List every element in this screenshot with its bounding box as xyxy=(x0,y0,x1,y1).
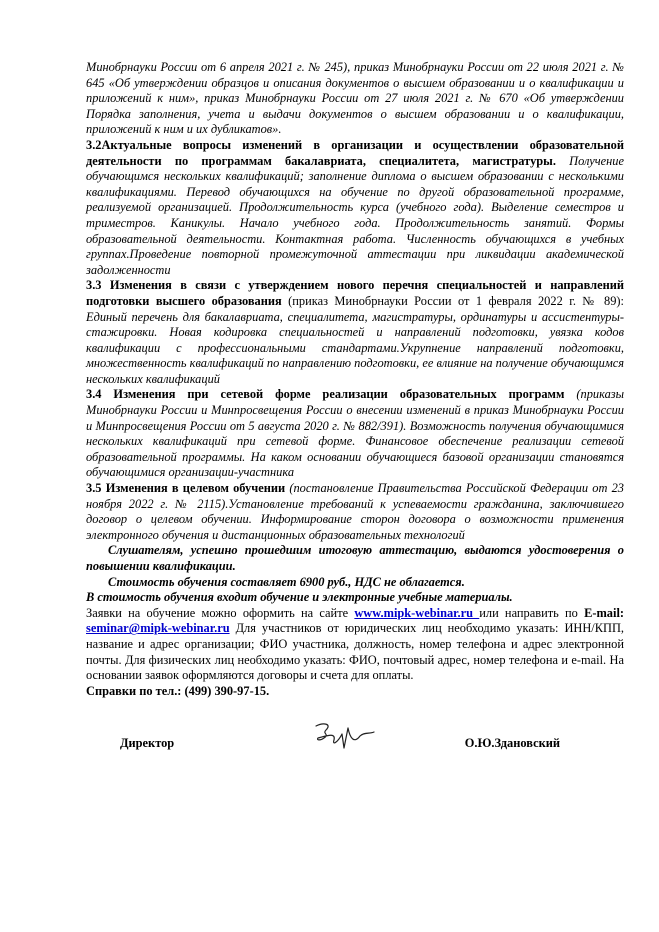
cost-note: Стоимость обучения составляет 6900 руб., НДС не облагается. xyxy=(108,574,465,589)
document-body xyxy=(86,60,624,699)
section-3-5-body: (постановление Правительства Российской Федерации от 23 ноября 2022 г. № 2115).Установление требований к успеваемости гражданина, заключившего договор о целевом обучении. Информирование сторон договора о возможности применения электронного обучения и дистанционных образовательных технологий xyxy=(86,481,624,542)
section-3-5-title: 3.5 Изменения в целевом обучении xyxy=(86,481,286,496)
section-3-3-title: 3.3 Изменения в связи с утверждением нового перечня специальностей и направлений подготовки высшего образования xyxy=(86,278,624,308)
section-3-2-body: Получение обучающимся нескольких квалификаций; заполнение диплома о высшем образовании с несколькими квалификациями. Перевод обучающихся на обучение по другой образовательной программе, реализуемой организацией. Продолжительность курса (учебного года). Выделение семестров и триместров. Каникулы. Начало учебного года. Продолжительность занятий. Формы образовательной деятельности. Контактная работа. Численность обучающихся в учебных группах.Проведение повторной промежуточной аттестации при ликвидации академической задолженности xyxy=(86,153,624,277)
section-3-4-body: (приказы Минобрнауки России и Минпросвещения России о внесении изменений в приказ Минобрнауки России и Минпросвещения России от 5 августа 2020 г. № 882/391). Возможность получения обучающимися нескольких квалификаций при сетевой форме. Финансовое обеспечение реализации сетевой образовательной программы. На каком основании обучающиеся базовой организации становятся обучающимися организации-участника xyxy=(86,387,625,480)
signature-block xyxy=(120,718,560,768)
section-3-3-ref: (приказ Минобрнауки России от 1 февраля 2022 г. № 89): xyxy=(281,293,624,308)
site-link[interactable]: www.mipk-webinar.ru xyxy=(354,605,480,620)
section-3-2 xyxy=(86,138,624,278)
signatory-title: Директор xyxy=(120,736,175,750)
section-3-4-title: 3.4 Изменения при сетевой форме реализации образовательных программ xyxy=(86,387,565,402)
certificate-note: Слушателям, успешно прошедшим итоговую аттестацию, выдаются удостоверения о повышении квалификации. xyxy=(86,543,624,573)
paragraph-intro: Минобрнауки России от 6 апреля 2021 г. № 245), приказ Минобрнауки России от 22 июля 2021 г. № 645 «Об утверждении образцов и описания документов о высшем образовании и о квалификации и приложений к ним», приказ Минобрнауки России от 27 июля 2021 г. № 670 «Об утверждении Порядка заполнения, учета и выдачи документов о высшем образовании и о квалификации, приложений к ним и их дубликатов». xyxy=(86,60,624,137)
section-3-3 xyxy=(86,278,624,387)
signatory-name: О.Ю.Здановский xyxy=(464,736,560,750)
handwritten-signature-icon xyxy=(310,718,380,758)
email-link[interactable]: seminar@mipk-webinar.ru xyxy=(86,621,230,636)
section-3-5 xyxy=(86,481,624,543)
email-label: E-mail: xyxy=(584,605,625,620)
section-3-3-body: Единый перечень для бакалавриата, специалитета, магистратуры, ординатуры и ассистентуры-стажировки. Новая кодировка специальностей и направлений подготовки, увязка кодов квалификации с профессиональными стандартами.Укрупнение направлений подготовки, множественность квалификаций по направлению подготовки, ее влияние на получение обучающимся нескольких квалификаций xyxy=(86,309,624,386)
application-info: Заявки на обучение можно оформить на сайте www.mipk-webinar.ru или направить по E-mail: seminar@mipk-webinar.ru Для участников от юридических лиц необходимо указать: ИНН/КПП, название и адрес организации; ФИО участника, должность, номер телефона и адрес электронной почты. Для физических лиц необходимо указать: ФИО, почтовый адрес, номер телефона и e-mail. На основании заявок оформляются договоры и счета для оплаты. xyxy=(86,605,625,683)
included-note: В стоимость обучения входит обучение и электронные учебные материалы. xyxy=(86,590,513,605)
section-3-4 xyxy=(86,387,624,481)
phone-info: Справки по тел.: (499) 390-97-15. xyxy=(86,683,270,698)
section-3-2-title: 3.2Актуальные вопросы изменений в организации и осуществлении образовательной деятельности по программам бакалавриата, специалитета, магистратуры. xyxy=(86,137,624,168)
